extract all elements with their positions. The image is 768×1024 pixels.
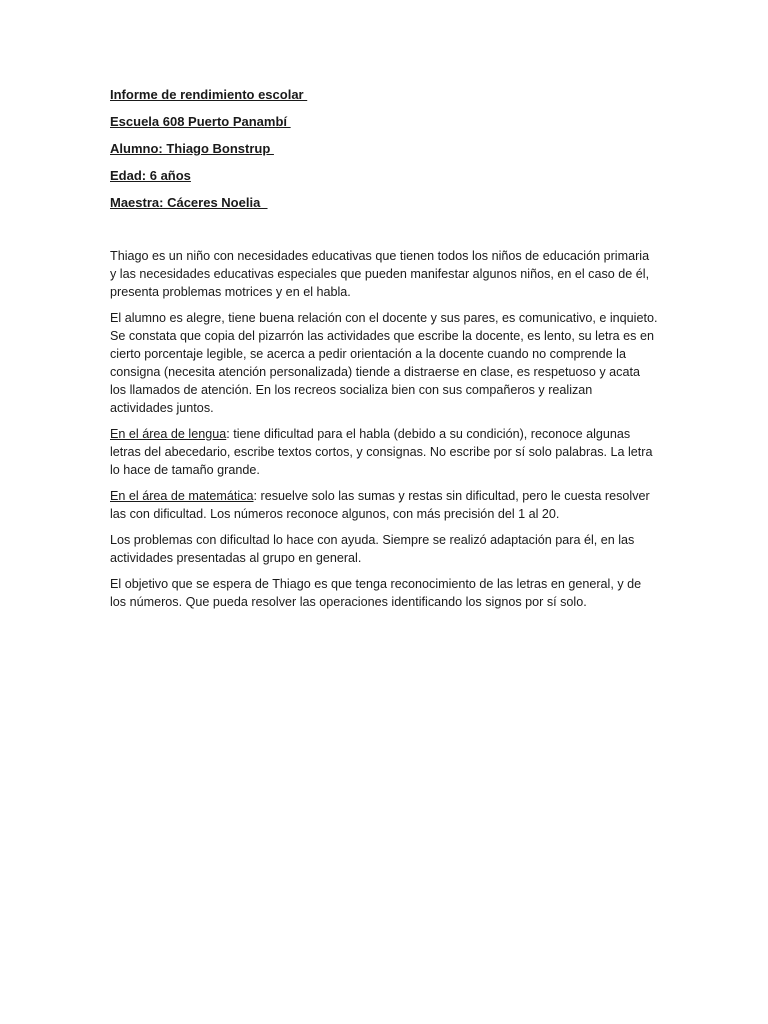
paragraph-intro: Thiago es un niño con necesidades educativas que tienen todos los niños de educación primaria y las necesidades educativas especiales que pueden manifestar algunos niños, en el caso de él, presenta problemas motrices y en el habla. xyxy=(110,249,650,299)
math-area-label: En el área de matemática xyxy=(110,489,254,503)
teacher-name: Maestra: Cáceres Noelia xyxy=(110,195,268,210)
paragraph-language xyxy=(110,425,658,479)
paragraph-math xyxy=(110,487,658,523)
paragraph-objective: El objetivo que se espera de Thiago es que tenga reconocimiento de las letras en general, y de los números. Que pueda resolver las operaciones identificando los signos por sí solo. xyxy=(110,577,642,609)
student-age: Edad: 6 años xyxy=(110,168,191,183)
report-title: Informe de rendimiento escolar xyxy=(110,87,308,102)
language-area-label: En el área de lengua xyxy=(110,427,227,441)
paragraph-problems: Los problemas con dificultad lo hace con ayuda. Siempre se realizó adaptación para él, en las actividades presentadas al grupo en general. xyxy=(110,533,635,565)
document-page xyxy=(110,86,658,619)
school-name: Escuela 608 Puerto Panambí xyxy=(110,114,291,129)
student-name: Alumno: Thiago Bonstrup xyxy=(110,141,274,156)
report-body xyxy=(110,247,658,611)
math-area-text: : resuelve solo las sumas y restas sin dificultad, pero le cuesta resolver las con dificultad. Los números reconoce algunos, con más precisión del 1 al 20. xyxy=(110,489,650,521)
language-area-text: : tiene dificultad para el habla (debido a su condición), reconoce algunas letras del abecedario, escribe textos cortos, y consignas. No escribe por sí solo palabras. La letra lo hace de tamaño grande. xyxy=(110,427,653,477)
paragraph-behavior: El alumno es alegre, tiene buena relación con el docente y sus pares, es comunicativo, e inquieto. Se constata que copia del pizarrón las actividades que escribe la docente, es lento, su letra es en cierto porcentaje legible, se acerca a pedir orientación a la docente cuando no comprende la consigna (necesita atención personalizada) tiende a distraerse en clase, es respetuoso y acata los llamados de atención. En los recreos socializa bien con sus compañeros y realizan actividades juntos. xyxy=(110,311,658,415)
